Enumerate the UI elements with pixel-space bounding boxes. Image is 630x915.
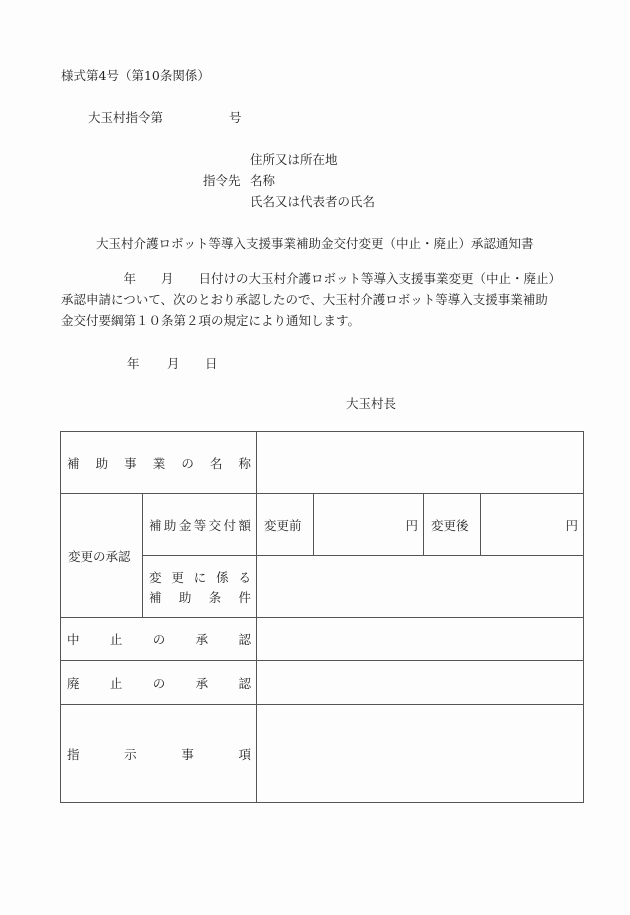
table-row [61, 705, 584, 803]
before-amount-field[interactable]: 円 [314, 494, 424, 556]
label-char: 止 [109, 675, 123, 691]
label-char: 事 [124, 455, 137, 471]
spread-label [61, 674, 256, 692]
body-line: 金交付要綱第１０条第２項の規定により通知します。 [61, 313, 361, 328]
label-char: 廃 [67, 675, 80, 691]
body-line: 承認申請について、次のとおり承認したので、大玉村介護ロボット等導入支援事業補助 [61, 292, 548, 307]
suspension-label [61, 618, 257, 661]
label-char: る [238, 569, 252, 585]
directive-number-suffix: 号 [229, 110, 242, 125]
recipient-label: 指令先 [203, 173, 241, 188]
label-char: 指 [67, 746, 80, 762]
table-row [61, 661, 584, 705]
label-char: 業 [152, 455, 166, 471]
conditions-label [143, 556, 257, 618]
abolition-field[interactable] [257, 661, 584, 705]
approval-table [60, 431, 584, 803]
label-char: に [193, 569, 207, 585]
label-char: 件 [238, 589, 251, 605]
conditions-field[interactable] [257, 556, 584, 618]
label-char: 条 [208, 589, 222, 605]
recipient-representative: 氏名又は代表者の氏名 [250, 194, 376, 209]
document-title: 大玉村介護ロボット等導入支援事業補助金交付変更（中止・廃止）承認通知書 [96, 236, 534, 251]
label-char: 名 [209, 455, 223, 471]
label-char: 補 [149, 589, 162, 605]
instructions-field[interactable] [257, 705, 584, 803]
body-text [61, 268, 581, 331]
label-char: 助 [178, 589, 192, 605]
after-label: 変更後 [424, 494, 481, 556]
instructions-label [61, 705, 257, 803]
project-name-field[interactable] [257, 432, 584, 494]
label-char: 額 [238, 517, 251, 533]
spread-label [61, 454, 256, 472]
label-char: 付 [223, 517, 237, 533]
label-char: の [152, 632, 166, 647]
label-char: 交 [208, 517, 222, 533]
label-char: 中 [67, 632, 80, 647]
spread-label [143, 516, 256, 534]
label-char: の [152, 675, 166, 691]
label-char: 補 [67, 455, 80, 471]
project-name-label [61, 432, 257, 494]
label-char: 等 [193, 517, 207, 533]
label-char: 変 [149, 569, 162, 585]
table-row [61, 432, 584, 494]
label-char: 承 [195, 632, 209, 647]
date-month: 月 [167, 356, 180, 371]
date-day: 日 [205, 356, 218, 371]
directive-number-prefix: 大玉村指令第 [88, 110, 164, 125]
after-amount-field[interactable]: 円 [481, 494, 584, 556]
label-char: の [181, 455, 194, 471]
grant-amount-label [143, 494, 257, 556]
label-char: 助 [95, 455, 109, 471]
before-label: 変更前 [257, 494, 314, 556]
signer: 大玉村長 [346, 396, 397, 411]
table-row [61, 618, 584, 661]
label-char: 止 [109, 632, 123, 647]
form-number: 様式第4号（第10条関係） [61, 68, 210, 83]
abolition-label [61, 661, 257, 705]
label-char: 助 [163, 517, 177, 533]
recipient-name: 名称 [250, 173, 276, 188]
spread-label [61, 630, 256, 648]
spread-label [143, 568, 256, 586]
label-char: 更 [171, 569, 184, 585]
label-char: 事 [181, 746, 194, 762]
label-char: 称 [238, 455, 251, 471]
table-row [61, 494, 584, 556]
label-char: 承 [195, 675, 209, 691]
label-char: 補 [149, 517, 162, 533]
suspension-field[interactable] [257, 618, 584, 661]
date-year: 年 [127, 356, 140, 371]
label-char: 認 [238, 675, 252, 691]
spread-label [61, 745, 256, 763]
body-line: 年 月 日付けの大玉村介護ロボット等導入支援事業変更（中止・廃止） [61, 271, 562, 286]
change-approval-label: 変更の承認 [61, 494, 143, 618]
label-char: 認 [238, 632, 252, 647]
label-char: 示 [124, 746, 137, 762]
spread-label [143, 586, 256, 606]
label-char: 項 [238, 746, 251, 762]
label-char: 金 [178, 517, 192, 533]
label-char: 係 [216, 569, 229, 585]
recipient-address: 住所又は所在地 [250, 152, 338, 167]
